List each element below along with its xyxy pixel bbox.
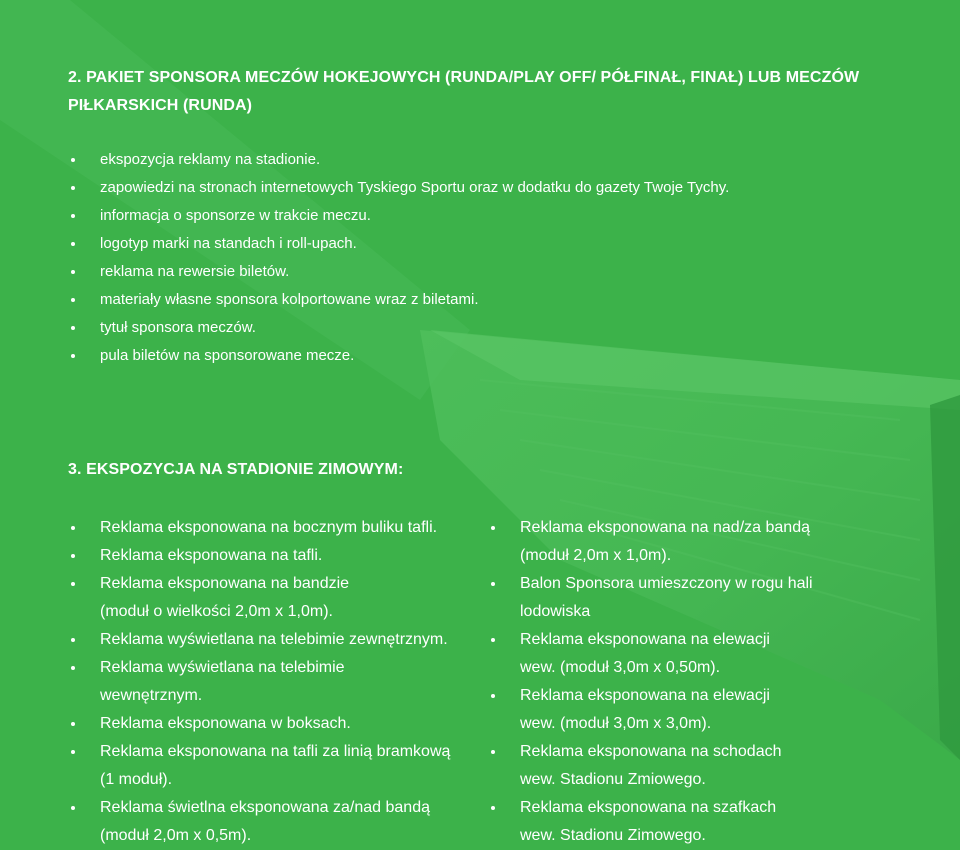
list-item-text: logotyp marki na standach i roll-upach. <box>100 235 357 252</box>
list-item-text: (1 moduł). <box>100 771 173 788</box>
bullet-icon <box>71 554 75 558</box>
list-item <box>68 626 478 654</box>
list-item <box>68 542 478 570</box>
list-item-text: wew. (moduł 3,0m x 0,50m). <box>520 659 721 676</box>
list-item <box>68 258 888 286</box>
list-item <box>488 682 908 738</box>
list-item-text: Reklama eksponowana na elewacji <box>520 687 770 704</box>
list-item <box>68 570 478 626</box>
list-item <box>68 738 478 794</box>
bullet-icon <box>71 158 75 162</box>
bullet-icon <box>491 694 495 698</box>
bullet-icon <box>71 354 75 358</box>
list-item <box>68 794 478 850</box>
list-item <box>68 314 888 342</box>
list-item <box>488 738 908 794</box>
section-3-heading: 3. EKSPOZYCJA NA STADIONIE ZIMOWYM: <box>68 461 404 478</box>
list-item-text: Reklama eksponowana na bandzie <box>100 575 350 592</box>
bullet-icon <box>491 582 495 586</box>
list-item-text: Reklama eksponowana na tafli za linią bramkową <box>100 743 451 760</box>
section-3-left-list <box>68 514 478 850</box>
list-item-text: wew. Stadionu Zmiowego. <box>520 771 706 788</box>
list-item-text: (moduł 2,0m x 0,5m). <box>100 827 252 844</box>
bullet-icon <box>71 750 75 754</box>
list-item-text: Reklama eksponowana na bocznym buliku tafli. <box>100 519 438 536</box>
list-item-text: reklama na rewersie biletów. <box>100 263 290 280</box>
list-item <box>488 570 908 626</box>
bullet-icon <box>491 750 495 754</box>
section-2-heading: 2. PAKIET SPONSORA MECZÓW HOKEJOWYCH (RUNDA/PLAY OFF/ PÓŁFINAŁ, FINAŁ) LUB MECZÓW PIŁKARSKICH (RUNDA) <box>68 69 860 114</box>
bullet-icon <box>71 526 75 530</box>
list-item-text: Reklama eksponowana na szafkach <box>520 799 777 816</box>
list-item-text: Reklama wyświetlana na telebimie zewnętrznym. <box>100 631 448 648</box>
section-3-right-list <box>488 514 908 850</box>
list-item <box>68 342 888 370</box>
list-item-text: Reklama eksponowana na schodach <box>520 743 782 760</box>
bullet-icon <box>71 666 75 670</box>
list-item-text: wewnętrznym. <box>100 687 203 704</box>
list-item <box>488 794 908 850</box>
bullet-icon <box>71 186 75 190</box>
list-item <box>68 710 478 738</box>
bullet-icon <box>491 526 495 530</box>
list-item-text: Reklama eksponowana na elewacji <box>520 631 770 648</box>
bullet-icon <box>71 326 75 330</box>
bullet-icon <box>71 722 75 726</box>
list-item <box>68 654 478 710</box>
list-item-text: lodowiska <box>520 603 591 620</box>
section-2-list <box>68 146 888 370</box>
bullet-icon <box>71 806 75 810</box>
bullet-icon <box>71 270 75 274</box>
list-item <box>68 202 888 230</box>
list-item-text: (moduł o wielkości 2,0m x 1,0m). <box>100 603 333 620</box>
list-item <box>68 514 478 542</box>
list-item-text: (moduł 2,0m x 1,0m). <box>520 547 672 564</box>
list-item-text: zapowiedzi na stronach internetowych Tyskiego Sportu oraz w dodatku do gazety Twoje Tychy. <box>100 179 730 196</box>
list-item <box>68 230 888 258</box>
list-item-text: Balon Sponsora umieszczony w rogu hali <box>520 575 813 592</box>
bullet-icon <box>71 242 75 246</box>
bullet-icon <box>491 806 495 810</box>
list-item-text: Reklama świetlna eksponowana za/nad bandą <box>100 799 430 816</box>
list-item-text: Reklama eksponowana w boksach. <box>100 715 351 732</box>
list-item-text: wew. (moduł 3,0m x 3,0m). <box>520 715 712 732</box>
list-item <box>68 286 888 314</box>
list-item <box>68 146 888 174</box>
list-item <box>488 514 908 570</box>
list-item-text: wew. Stadionu Zimowego. <box>520 827 706 844</box>
list-item-text: ekspozycja reklamy na stadionie. <box>100 151 321 168</box>
bullet-icon <box>71 298 75 302</box>
list-item-text: Reklama wyświetlana na telebimie <box>100 659 345 676</box>
list-item-text: Reklama eksponowana na tafli. <box>100 547 323 564</box>
bullet-icon <box>491 638 495 642</box>
list-item-text: informacja o sponsorze w trakcie meczu. <box>100 207 371 224</box>
list-item <box>68 174 888 202</box>
list-item-text: pula biletów na sponsorowane mecze. <box>100 347 355 364</box>
bullet-icon <box>71 582 75 586</box>
list-item-text: tytuł sponsora meczów. <box>100 319 256 336</box>
bullet-icon <box>71 638 75 642</box>
list-item <box>488 626 908 682</box>
list-item-text: Reklama eksponowana na nad/za bandą <box>520 519 810 536</box>
list-item-text: materiały własne sponsora kolportowane wraz z biletami. <box>100 291 479 308</box>
bullet-icon <box>71 214 75 218</box>
